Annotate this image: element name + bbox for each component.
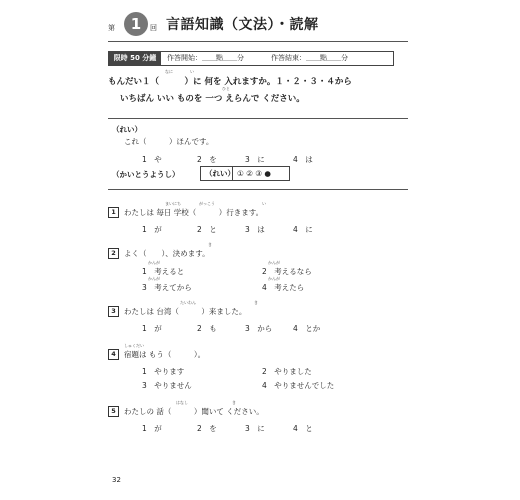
- example-option-1: 1 や: [142, 155, 162, 164]
- question-5-text: わたしの 話（ ）聞いて ください。: [124, 407, 264, 416]
- section-header: [108, 6, 408, 40]
- q2-option-1[interactable]: 1 考えると: [142, 267, 185, 276]
- q1-ruby-gakkou: がっこう: [199, 201, 215, 206]
- q2-option-2[interactable]: 2 考えるなら: [262, 267, 312, 276]
- section-title: 言語知識（文法）・読解: [166, 17, 319, 33]
- q3-ruby-ki: き: [254, 300, 258, 305]
- q4-ruby-shukudai: しゅくだい: [124, 343, 144, 348]
- q4-option-4[interactable]: 4 やりませんでした: [262, 381, 335, 390]
- example-label: （れい）: [112, 125, 142, 134]
- question-number-2: 2: [108, 248, 119, 259]
- answer-sheet-label: （かいとうようし）: [112, 170, 180, 179]
- q4-option-1[interactable]: 1 やります: [142, 367, 185, 376]
- question-number-5: 5: [108, 406, 119, 417]
- question-3-text: わたしは 台湾（ ）来ました。: [124, 307, 247, 316]
- q3-ruby-taiwan: たいわん: [180, 300, 196, 305]
- q3-option-2[interactable]: 2 も: [197, 324, 217, 333]
- q4-option-2[interactable]: 2 やりました: [262, 367, 312, 376]
- ruby-hito: ひと: [222, 86, 230, 91]
- time-limit-label: 限時 50 分鐘: [109, 52, 161, 65]
- q5-option-1[interactable]: 1 が: [142, 424, 162, 433]
- example-answer-box: [200, 166, 290, 181]
- ruby-ire: い: [190, 69, 194, 74]
- q5-option-4[interactable]: 4 と: [293, 424, 313, 433]
- q3-option-4[interactable]: 4 とか: [293, 324, 321, 333]
- end-time-field: 作答結束：＿＿點＿＿分: [271, 54, 348, 62]
- question-4-text: 宿題は もう（ ）。: [124, 350, 206, 359]
- q2-opt1-ruby: かんが: [148, 260, 160, 265]
- question-1-text: わたしは 毎日 学校（ ）行きます。: [124, 208, 264, 217]
- example-option-2: 2 を: [197, 155, 217, 164]
- q1-option-1[interactable]: 1 が: [142, 225, 162, 234]
- q1-ruby-mainichi: まいにち: [165, 201, 181, 206]
- q1-option-2[interactable]: 2 と: [197, 225, 217, 234]
- instruction-line-2: いちばん いい ものを 一つ えらんで ください。: [120, 94, 305, 104]
- example-option-4: 4 は: [293, 155, 313, 164]
- question-number-1: 1: [108, 207, 119, 218]
- question-number-3: 3: [108, 306, 119, 317]
- start-time-field: 作答開始：＿＿點＿＿分: [167, 54, 244, 62]
- q2-option-4[interactable]: 4 考えたら: [262, 283, 305, 292]
- q5-ruby-hanashi: はなし: [176, 400, 188, 405]
- time-bar: [108, 51, 394, 66]
- q5-option-2[interactable]: 2 を: [197, 424, 217, 433]
- q5-option-3[interactable]: 3 に: [245, 424, 265, 433]
- q2-opt4-ruby: かんが: [268, 276, 280, 281]
- q2-opt2-ruby: かんが: [268, 260, 280, 265]
- page-number: 32: [112, 476, 121, 484]
- q5-ruby-ki: き: [232, 400, 236, 405]
- example-option-3: 3 に: [245, 155, 265, 164]
- question-2-text: よく（ ）、決めます。: [124, 249, 210, 258]
- q1-option-4[interactable]: 4 に: [293, 225, 313, 234]
- header-kai: 回: [150, 24, 157, 32]
- answer-box-label: （れい）: [205, 169, 235, 178]
- q1-ruby-i: い: [262, 201, 266, 206]
- q3-option-1[interactable]: 1 が: [142, 324, 162, 333]
- q2-ruby-ki: き: [208, 242, 212, 247]
- q2-opt3-ruby: かんが: [148, 276, 160, 281]
- q2-option-3[interactable]: 3 考えてから: [142, 283, 192, 292]
- q3-option-3[interactable]: 3 から: [245, 324, 273, 333]
- example-sentence: これ（ ）ほんです。: [124, 137, 214, 146]
- instruction-line-1: もんだい１（ ）に 何を 入れますか。１・２・３・４から: [108, 77, 352, 87]
- q4-option-3[interactable]: 3 やりません: [142, 381, 192, 390]
- header-divider: [108, 41, 408, 42]
- section-number-badge: 1: [124, 12, 148, 36]
- question-number-4: 4: [108, 349, 119, 360]
- ruby-nani: なに: [165, 69, 173, 74]
- answer-box-divider: [232, 167, 233, 180]
- answer-bubbles: ① ② ③ ●: [237, 169, 271, 178]
- header-dai: 第: [108, 24, 115, 32]
- q1-option-3[interactable]: 3 は: [245, 225, 265, 234]
